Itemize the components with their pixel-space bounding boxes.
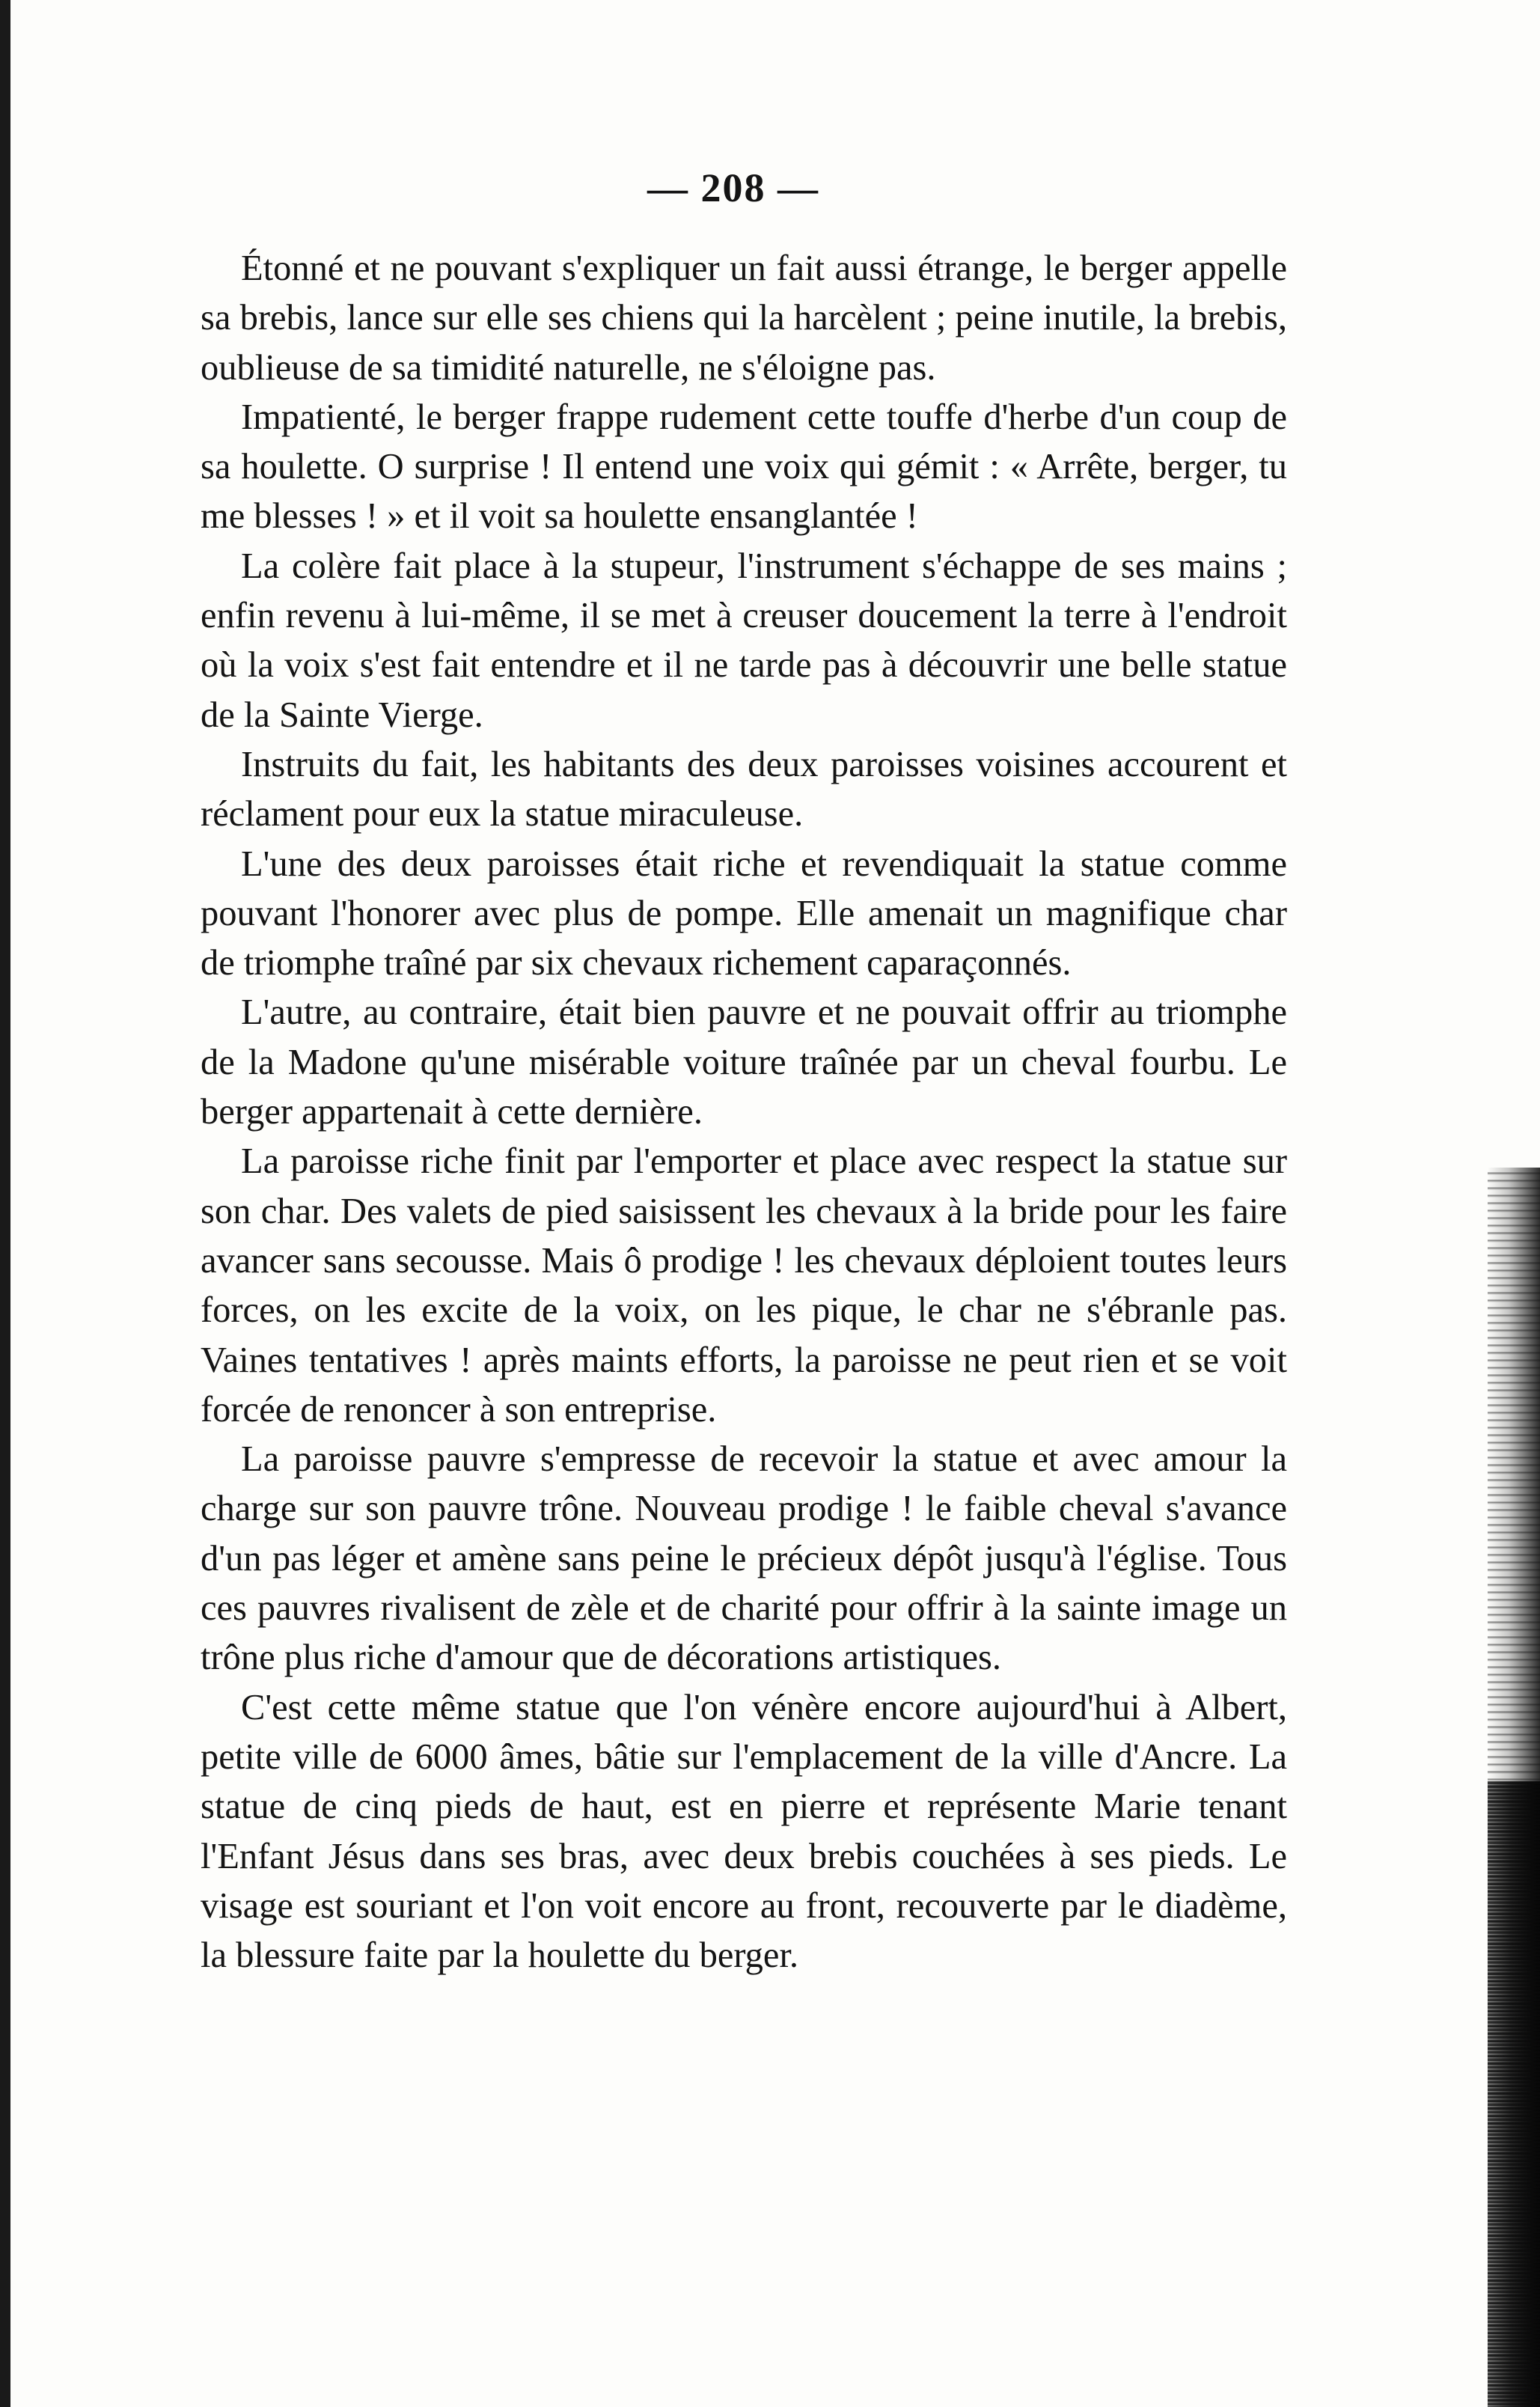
paragraph: C'est cette même statue que l'on vénère encore aujourd'hui à Albert, petite ville de 6000 âmes, bâtie sur l'emplacement de la ville d'Ancre. La statue de cinq pieds de haut, est en pierre et représente Marie tenant l'Enfant Jésus dans ses bras, avec deux brebis couchées à ses pieds. Le visage est souriant et l'on voit encore au front, recouverte par le diadème, la blessure faite par la houlette du berger.: [201, 1687, 1287, 1976]
page-number: — 208 —: [647, 165, 819, 210]
body-text: [201, 244, 1287, 1980]
paragraph: L'une des deux paroisses était riche et revendiquait la statue comme pouvant l'honorer avec plus de pompe. Elle amenait un magnifique char de triomphe traîné par six chevaux richement caparaçonnés.: [201, 843, 1287, 983]
paragraph: Étonné et ne pouvant s'expliquer un fait aussi étrange, le berger appelle sa brebis, lance sur elle ses chiens qui la harcèlent ; peine inutile, la brebis, oublieuse de sa timidité naturelle, ne s'éloigne pas.: [201, 248, 1287, 388]
paragraph: La paroisse pauvre s'empresse de recevoir la statue et avec amour la charge sur son pauvre trône. Nouveau prodige ! le faible cheval s'avance d'un pas léger et amène sans peine le précieux dépôt jusqu'à l'église. Tous ces pauvres rivalisent de zèle et de charité pour offrir à la sainte image un trône plus riche d'amour que de décorations artistiques.: [201, 1439, 1287, 1678]
paragraph: La colère fait place à la stupeur, l'instrument s'échappe de ses mains ; enfin revenu à lui-même, il se met à creuser doucement la terre à l'endroit où la voix s'est fait entendre et il ne tarde pas à découvrir une belle statue de la Sainte Vierge.: [201, 546, 1287, 735]
paragraph: L'autre, au contraire, était bien pauvre et ne pouvait offrir au triomphe de la Madone qu'une misérable voiture traînée par un cheval fourbu. Le berger appartenait à cette dernière.: [201, 992, 1287, 1132]
paragraph: Impatienté, le berger frappe rudement cette touffe d'herbe d'un coup de sa houlette. O surprise ! Il entend une voix qui gémit : « Arrête, berger, tu me blesses ! » et il voit sa houlette ensanglantée !: [201, 397, 1287, 537]
paragraph: La paroisse riche finit par l'emporter et place avec respect la statue sur son char. Des valets de pied saisissent les chevaux à la bride pour les faire avancer sans secousse. Mais ô prodige ! les chevaux déploient toutes leurs forces, on les excite de la voix, on les pique, le char ne s'ébranle pas. Vaines tentatives ! après maints efforts, la paroisse ne peut rien et se voit forcée de renoncer à son entreprise.: [201, 1141, 1287, 1430]
scan-gutter-shadow-dark: [1488, 1781, 1540, 2407]
paragraph: Instruits du fait, les habitants des deux paroisses voisines accourent et réclament pour eux la statue miraculeuse.: [201, 744, 1287, 835]
binding-edge: [0, 0, 10, 2407]
